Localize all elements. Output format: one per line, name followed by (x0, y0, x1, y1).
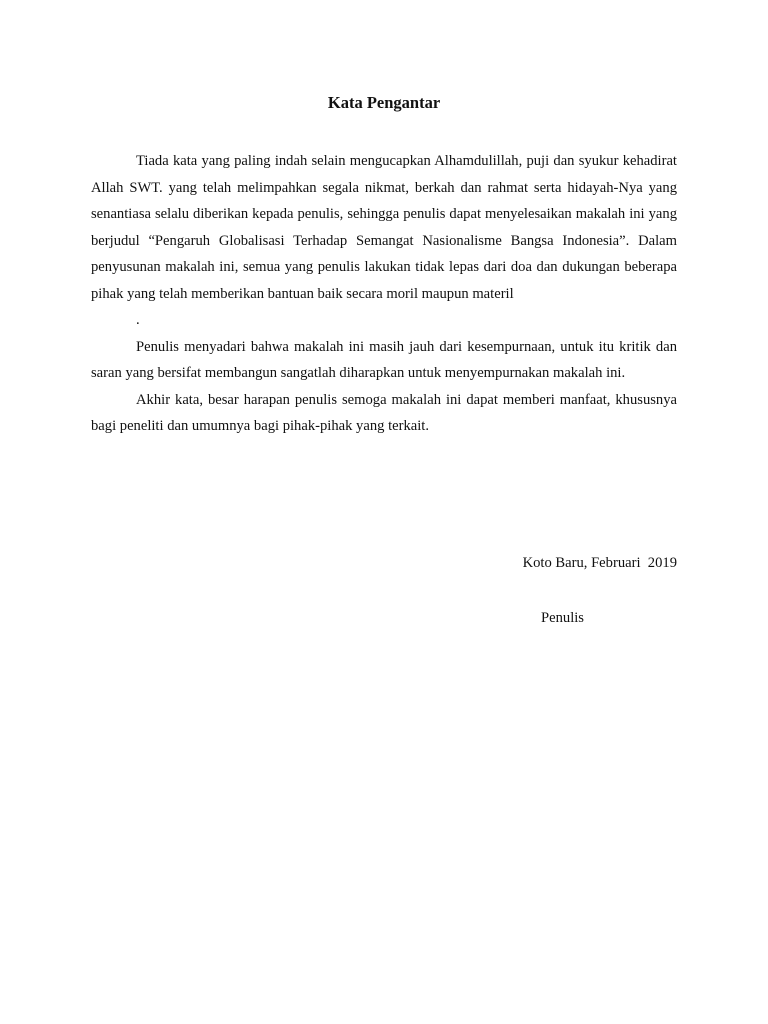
paragraph-dot: . (136, 312, 140, 328)
paragraph-closing: Akhir kata, besar harapan penulis semoga makalah ini dapat memberi manfaat, khususnya bagi peneliti dan umumnya bagi pihak-pihak yang terkait. (91, 391, 677, 434)
page-title: Kata Pengantar (327, 93, 441, 112)
paragraph-critique: Penulis menyadari bahwa makalah ini masih jauh dari kesempurnaan, untuk itu kritik dan saran yang bersifat membangun sangatlah diharapkan untuk menyempurnakan makalah ini. (91, 338, 677, 381)
place-date: Koto Baru, Februari 2019 (522, 555, 677, 571)
paragraph-opening: Tiada kata yang paling indah selain mengucapkan Alhamdulillah, puji dan syukur kehadirat Allah SWT. yang telah melimpahkan segala nikmat, berkah dan rahmat serta hidayah-Nya yang senantiasa selalu diberikan kepada penulis, sehingga penulis dapat menyelesaikan makalah ini yang berjudul “Pengaruh Globalisasi Terhadap Semangat Nasionalisme Bangsa Indonesia”. Dalam penyusunan makalah ini, semua yang penulis lakukan tidak lepas dari doa dan dukungan beberapa pihak yang telah memberikan bantuan baik secara moril maupun materil (91, 153, 677, 302)
signer: Penulis (541, 610, 584, 626)
document-body (91, 148, 677, 440)
